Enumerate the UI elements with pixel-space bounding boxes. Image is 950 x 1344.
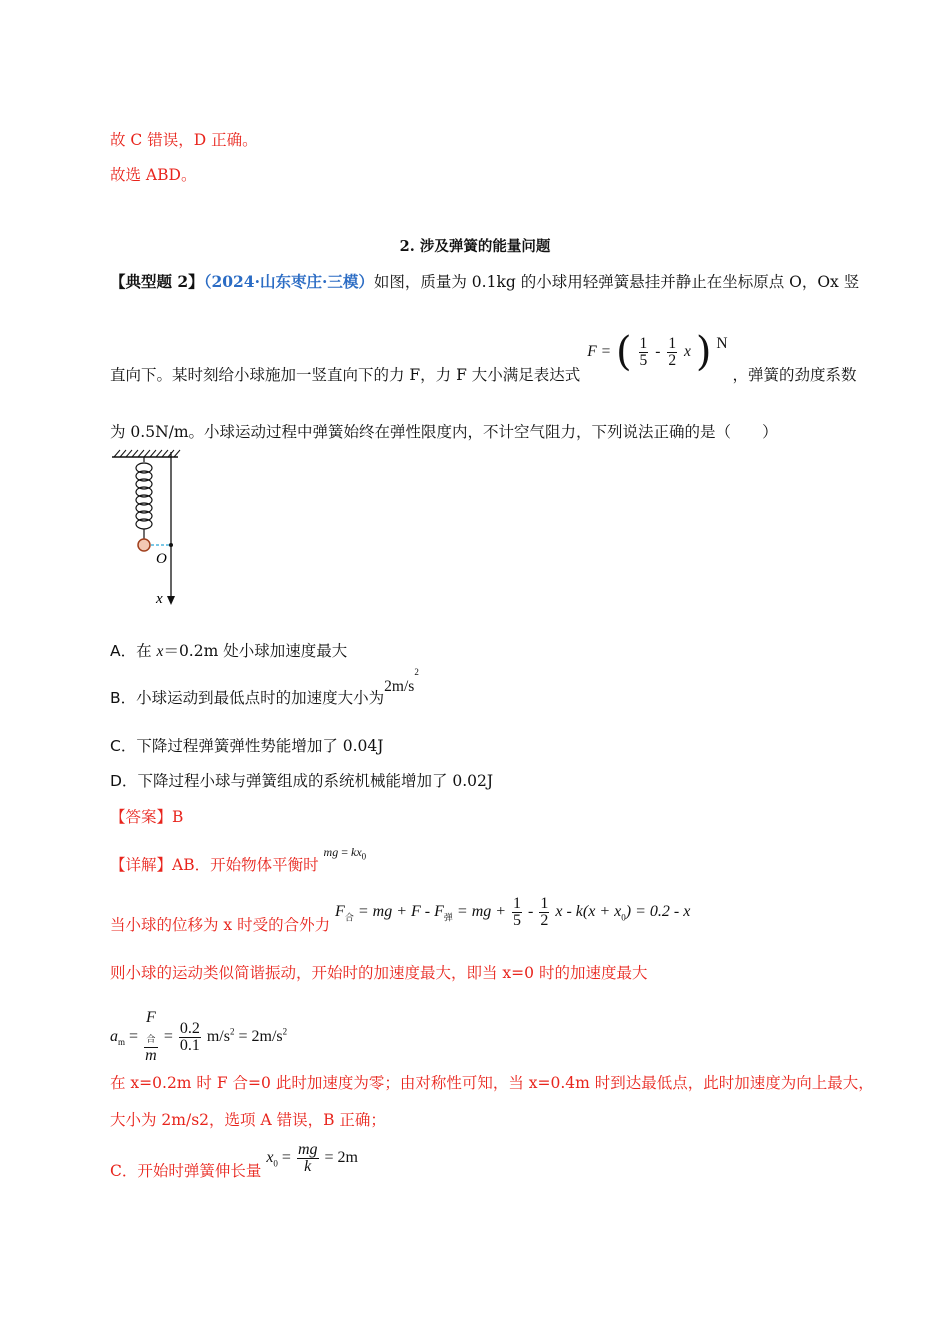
formula-F-lhs: F = bbox=[587, 343, 612, 360]
frac-F-m: F $_合$ m bbox=[145, 1009, 157, 1065]
axis-label: x bbox=[156, 591, 163, 607]
answer-line: 【答案】B bbox=[110, 808, 184, 826]
formula-F: F = ( $\frac{1}{5}$ - $\frac{1}{2}$ x ) N bbox=[587, 329, 728, 375]
section-title: 2. 涉及弹簧的能量问题 bbox=[399, 238, 551, 255]
problem-line-2 bbox=[110, 329, 857, 384]
eq-balance: mg = $kx_0$ bbox=[323, 845, 367, 862]
explain-ab: 【详解】AB．开始物体平衡时 mg = $kx_0$ bbox=[110, 845, 367, 874]
explain-b-line-1: 在 x=0.2m 时 F 合=0 此时加速度为零；由对称性可知，当 x=0.4m 时到达最低点，此时加速度为向上最大， bbox=[110, 1074, 874, 1092]
frac-mg-k: $\frac{mg}{k}$ bbox=[297, 1141, 318, 1175]
frac-1-2: $\frac{1}{2}$ bbox=[668, 334, 677, 369]
problem-line-3: 为 0.5N/m。小球运动过程中弹簧始终在弹性限度内，不计空气阻力，下列说法正确的是（ ） bbox=[110, 423, 778, 441]
explain-shm-line: 则小球的运动类似简谐振动，开始时的加速度最大，即当 x=0 时的加速度最大 bbox=[110, 964, 648, 982]
problem-source: （2024·山东枣庄·三模） bbox=[203, 272, 374, 291]
conclusion-line-2: 故选 ABD。 bbox=[110, 166, 197, 184]
problem-text-2b: ，弹簧的劲度系数 bbox=[732, 366, 857, 384]
option-a[interactable]: A．在 x＝0.2m 处小球加速度最大 bbox=[110, 642, 348, 660]
frac-1-5: $\frac{1}{5}$ bbox=[639, 334, 648, 369]
explain-force-line: 当小球的位移为 x 时受的合外力 $F_合$ = mg + F - $F_弹$ = mg + $\frac{1}{5}$ - $\frac{1}{2}$ $x - k(x + x_0) = 0.2 - x$ bbox=[110, 895, 691, 935]
conclusion-line-1: 故 C 错误，D 正确。 bbox=[110, 131, 258, 149]
problem-text-1: 如图，质量为 0.1kg 的小球用轻弹簧悬挂并静止在坐标原点 O，Ox 竖 bbox=[373, 273, 860, 291]
spring-figure bbox=[108, 448, 188, 608]
problem-text-2a: 直向下。某时刻给小球施加一竖直向下的力 F，力 F 大小满足表达式 bbox=[110, 366, 581, 384]
x-axis-arrow bbox=[167, 596, 175, 605]
explain-b-line-2: 大小为 2m/s2，选项 A 错误，B 正确； bbox=[110, 1111, 386, 1129]
frac-1-5-b: $\frac{1}{5}$ bbox=[513, 895, 522, 929]
origin-label: O bbox=[156, 551, 167, 567]
force-equation: $F_合$ = mg + F - $F_弹$ = mg + $\frac{1}{5}$ - $\frac{1}{2}$ $x - k(x + x_0) = 0.2 - x$ bbox=[335, 895, 691, 929]
ceiling bbox=[112, 450, 180, 457]
x0-equation: $x_0$ = $\frac{mg}{k}$ = 2m bbox=[266, 1141, 358, 1175]
problem-line-1 bbox=[110, 270, 859, 292]
option-c[interactable]: C．下降过程弹簧弹性势能增加了 0.04J bbox=[110, 737, 384, 755]
option-d[interactable]: D．下降过程小球与弹簧组成的系统机械能增加了 0.02J bbox=[110, 772, 494, 790]
explain-c-line: C．开始时弹簧伸长量 $x_0$ = $\frac{mg}{k}$ = 2m bbox=[110, 1141, 358, 1181]
ball bbox=[138, 539, 150, 551]
option-b[interactable]: B．小球运动到最低点时的加速度大小为$2m/s^2$ bbox=[110, 666, 419, 707]
frac-1-2-b: $\frac{1}{2}$ bbox=[540, 895, 549, 929]
problem-tag: 【典型题 2】 bbox=[110, 272, 204, 291]
spring bbox=[136, 457, 152, 539]
frac-0.2-0.1: $\frac{0.2}{0.1}$ bbox=[179, 1019, 200, 1054]
accel-equation: $a_m$ = F $_合$ m = $\frac{0.2}{0.1}$ $m/s^2 = 2m/s^2$ bbox=[110, 1009, 288, 1065]
